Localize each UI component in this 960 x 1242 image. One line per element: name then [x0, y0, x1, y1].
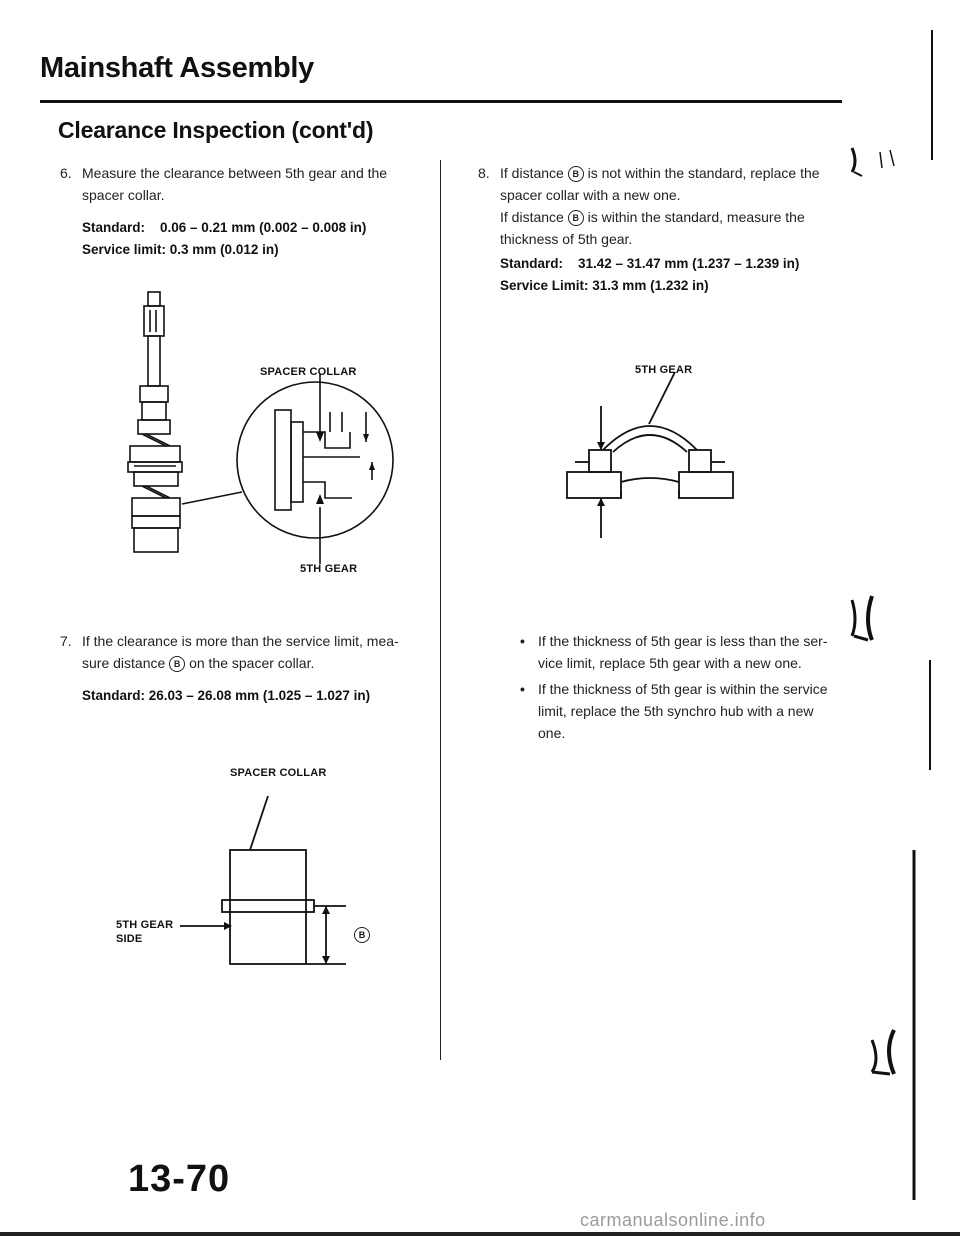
step-text-line: Measure the clearance between 5th gear and the: [82, 165, 388, 181]
bottom-rule: [0, 1232, 960, 1236]
step-text-line: spacer collar.: [82, 187, 165, 203]
distance-b-marker: B: [169, 656, 185, 672]
distance-b-marker: B: [568, 166, 584, 182]
scan-edge-marks: [850, 0, 960, 1242]
step-6: [60, 162, 422, 206]
step-8: [478, 162, 835, 250]
step-7-standard: Standard: 26.03 – 26.08 mm (1.025 – 1.027 in): [82, 688, 371, 703]
distance-b-marker: B: [568, 210, 584, 226]
step-text-line: spacer collar with a new one.: [500, 187, 681, 203]
step-text-line: thickness of 5th gear.: [500, 231, 633, 247]
figure-label-5th-gear-side: 5TH GEAR SIDE: [116, 919, 174, 945]
step-8-service-limit: Service Limit: 31.3 mm (1.232 in): [500, 278, 709, 293]
bullet-dot: •: [520, 633, 525, 649]
page-number: 13-70: [128, 1158, 231, 1200]
step-6-service-limit: Service limit: 0.3 mm (0.012 in): [82, 242, 279, 257]
step-text-line: If distance B is not within the standard, replace the: [500, 165, 820, 181]
step-text-line: If distance B is within the standard, measure the: [500, 209, 805, 225]
title-rule: [40, 100, 842, 103]
step-number: 7.: [60, 633, 72, 649]
spacer-collar-figure: [150, 788, 370, 988]
page-title: Mainshaft Assembly: [40, 52, 314, 84]
fifth-gear-figure: [555, 362, 745, 542]
figure-label-5th-gear: 5TH GEAR: [635, 364, 693, 376]
mainshaft-clearance-figure: [120, 282, 420, 582]
bullet-item: • If the thickness of 5th gear is within the service limit, replace the 5th synchro hub with a new one.: [538, 678, 838, 744]
step-6-standard: Standard: 0.06 – 0.21 mm (0.002 – 0.008 in): [82, 220, 367, 235]
step-number: 6.: [60, 165, 72, 181]
bullet-dot: •: [520, 681, 525, 697]
figure-label-spacer-collar: SPACER COLLAR: [230, 767, 327, 779]
figure-label-5th-gear: 5TH GEAR: [300, 563, 358, 575]
column-divider: [440, 160, 441, 1060]
step-7: [60, 630, 427, 674]
bullet-item: • If the thickness of 5th gear is less than the ser- vice limit, replace 5th gear with a new one.: [538, 630, 838, 674]
section-subtitle: Clearance Inspection (cont'd): [58, 117, 374, 143]
watermark: carmanualsonline.info: [580, 1210, 766, 1230]
step-text-line: sure distance B on the spacer collar.: [82, 655, 315, 671]
step-text-line: If the clearance is more than the service limit, mea-: [82, 633, 399, 649]
figure-distance-b: B: [354, 926, 370, 944]
step-8-standard: Standard: 31.42 – 31.47 mm (1.237 – 1.239 in): [500, 256, 800, 271]
figure-label-spacer-collar: SPACER COLLAR: [260, 366, 357, 378]
step-number: 8.: [478, 165, 490, 181]
